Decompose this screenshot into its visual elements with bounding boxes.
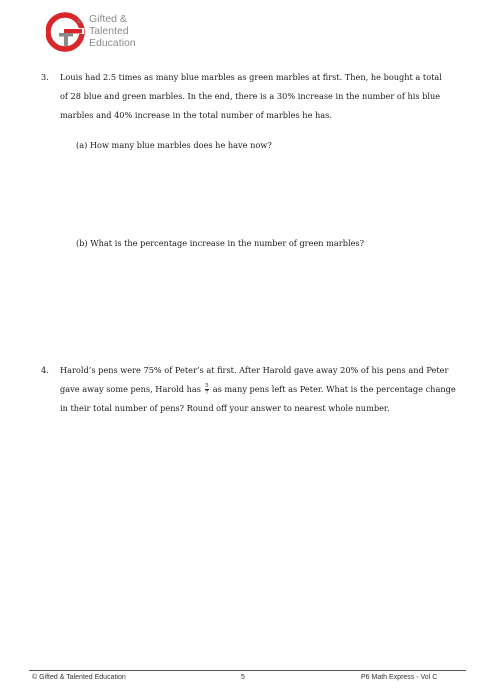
question-3-part-b: (b) What is the percentage increase in the number of green marbles? — [76, 238, 365, 248]
question-text-line: Louis had 2.5 times as many blue marbles as green marbles at first. Then, he bought a total — [60, 72, 442, 82]
footer-page-number: 5 — [241, 674, 245, 681]
question-3 — [41, 68, 452, 125]
logo-line-1: Gifted & — [89, 13, 127, 25]
question-text-line: marbles and 40% increase in the total number of marbles he has. — [60, 110, 332, 120]
fraction-denominator: 7 — [205, 389, 209, 396]
question-text-line — [60, 380, 456, 399]
question-number: 3. — [41, 72, 49, 82]
gt-logo-mark-icon — [46, 12, 86, 52]
footer-copyright: © Gifted & Talented Education — [32, 674, 126, 681]
question-text-line: Harold’s pens were 75% of Peter’s at first. After Harold gave away 20% of his pens and Peter — [60, 365, 449, 375]
question-number: 4. — [41, 365, 49, 375]
question-text-line: in their total number of pens? Round off your answer to nearest whole number. — [60, 403, 390, 413]
logo-line-2: Talented — [89, 25, 129, 37]
question-text-segment: gave away some pens, Harold has — [60, 384, 201, 394]
logo-line-3: Education — [89, 37, 136, 49]
logo-wordmark — [89, 13, 136, 49]
question-3-part-a: (a) How many blue marbles does he have now? — [76, 140, 272, 150]
fraction-numerator: 5 — [205, 382, 209, 389]
footer-book-title: P6 Math Express - Vol C — [361, 674, 438, 681]
question-4 — [41, 361, 456, 418]
footer-divider — [29, 670, 466, 671]
logo — [46, 12, 166, 56]
question-text-line: of 28 blue and green marbles. In the end, there is a 30% increase in the number of his blue — [60, 91, 441, 101]
fraction — [205, 383, 210, 396]
question-text-segment: as many pens left as Peter. What is the percentage change — [212, 384, 456, 394]
svg-text:&: & — [77, 19, 82, 25]
